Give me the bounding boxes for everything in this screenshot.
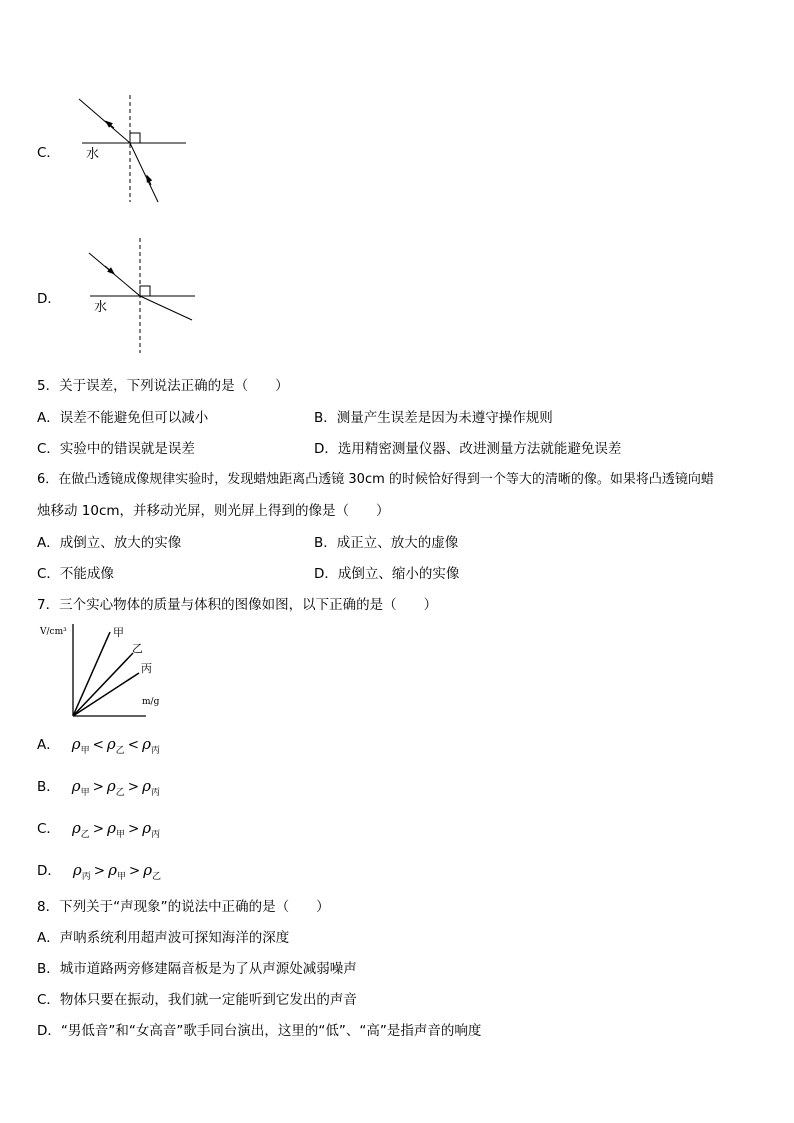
q6-option-a[interactable]: A．成倒立、放大的实像 [37, 535, 182, 551]
density-expression: $\rho_乙 > \rho_甲 > \rho_丙$ [71, 819, 161, 840]
q7-option-d[interactable] [37, 859, 161, 882]
ray-in-air [89, 253, 140, 296]
q8-option-a[interactable]: A．声呐系统利用超声波可探知海洋的深度 [37, 930, 290, 946]
line-yi-label: 乙 [132, 642, 143, 655]
right-angle-mark [140, 286, 150, 296]
q8-option-d[interactable]: D．“男低音”和“女高音”歌手同台演出，这里的“低”、“高”是指声音的响度 [37, 1023, 482, 1039]
option-label: C． [37, 821, 60, 837]
q8-stem: 8．下列关于“声现象”的说法中正确的是（ ） [37, 899, 330, 915]
right-angle-mark [130, 133, 140, 143]
y-axis-label: V/cm³ [40, 627, 67, 637]
option-label: D． [37, 863, 61, 879]
q8-option-b[interactable]: B．城市道路两旁修建隔音板是为了从声源处减弱噪声 [37, 961, 357, 977]
density-expression: $\rho_丙 > \rho_甲 > \rho_乙$ [72, 861, 162, 882]
q7-option-c[interactable] [37, 817, 160, 840]
q6-option-c[interactable]: C．不能成像 [37, 566, 114, 582]
ray-in-water [140, 296, 192, 320]
density-expression: $\rho_甲 > \rho_乙 > \rho_丙$ [71, 777, 160, 798]
q7-stem: 7．三个实心物体的质量与体积的图像如图，以下正确的是（ ） [37, 597, 438, 613]
q5-option-b[interactable]: B．测量产生误差是因为未遵守操作规则 [314, 410, 553, 426]
q5-option-d[interactable]: D．选用精密测量仪器、改进测量方法就能避免误差 [314, 441, 622, 457]
q6-option-b[interactable]: B．成正立、放大的虚像 [314, 535, 459, 551]
arrow-icon [105, 266, 112, 272]
water-label: 水 [86, 147, 100, 162]
water-label: 水 [94, 300, 108, 315]
q5-option-c[interactable]: C．实验中的错误就是误差 [37, 441, 195, 457]
q4-option-c-label[interactable]: C． [37, 145, 60, 161]
q7-option-b[interactable] [37, 775, 160, 798]
q6-stem-line2: 烛移动 10cm，并移动光屏，则光屏上得到的像是（ ） [37, 503, 390, 519]
q8-option-c[interactable]: C．物体只要在振动，我们就一定能听到它发出的声音 [37, 992, 357, 1008]
option-label: B． [37, 779, 60, 795]
line-yi [73, 653, 133, 716]
x-axis-label: m/g [142, 697, 160, 707]
density-expression: $\rho_甲 < \rho_乙 < \rho_丙$ [71, 735, 160, 756]
q4-option-d-label[interactable]: D． [37, 291, 61, 307]
q7-option-a[interactable] [37, 733, 160, 756]
q5-stem: 5．关于误差，下列说法正确的是（ ） [37, 378, 289, 394]
ray-in-water [130, 143, 158, 202]
q6-stem-line1: 6．在做凸透镜成像规律实验时，发现蜡烛距离凸透镜 30cm 的时候恰好得到一个等大的清晰的像。如果将凸透镜向蜡 [37, 472, 714, 487]
line-jia-label: 甲 [113, 626, 124, 639]
q4-option-d-diagram [80, 235, 200, 355]
q7-mass-volume-graph [38, 620, 168, 720]
ray-in-air [79, 99, 130, 143]
q6-option-d[interactable]: D．成倒立、缩小的实像 [314, 566, 460, 582]
q4-option-c-diagram [70, 90, 200, 210]
option-label: A． [37, 737, 60, 753]
q5-option-a[interactable]: A．误差不能避免但可以减小 [37, 410, 209, 426]
line-bing-label: 丙 [141, 662, 152, 675]
